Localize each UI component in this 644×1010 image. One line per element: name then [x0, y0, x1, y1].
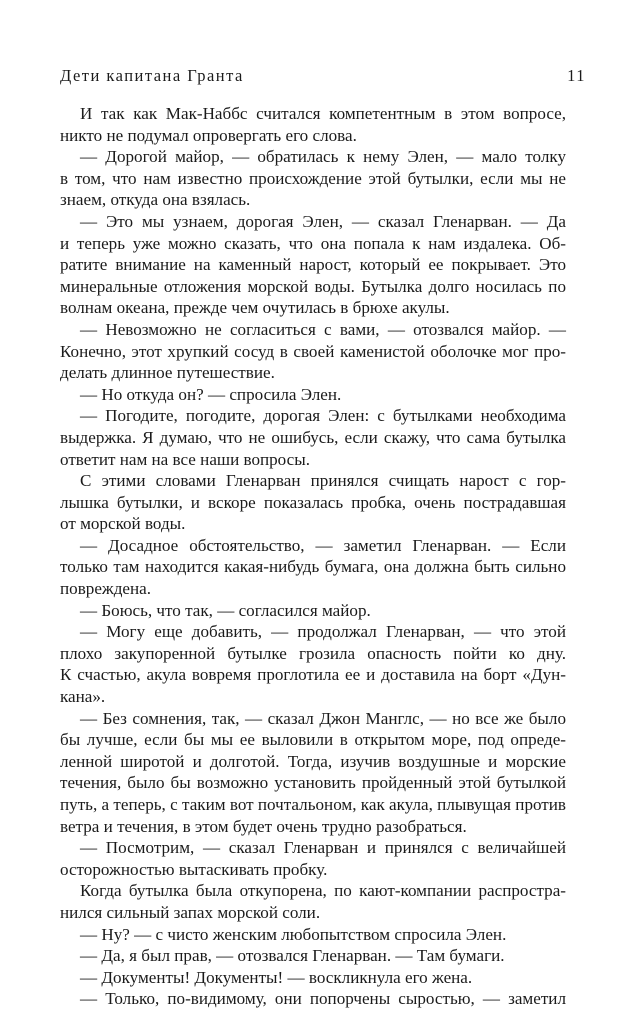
- text-line: лышка бутылки, и вскоре показалась пробка, очень пострадавшая: [60, 492, 566, 512]
- text-line: знаем, откуда она взялась.: [60, 190, 251, 210]
- text-line: — Досадное обстоятельство, — заметил Гленарван. — Если: [80, 535, 566, 555]
- text-line: бы лучше, если бы мы ее выловили в открытом море, под опреде-: [60, 730, 566, 750]
- text-line: — Только, по-видимому, они попорчены сыростью, — заметил: [80, 989, 566, 1009]
- text-line: волнам океана, прежде чем очутилась в брюхе акулы.: [60, 298, 450, 318]
- text-line: ленной широтой и долготой. Тогда, изучив воздушные и морские: [60, 751, 566, 771]
- text-line: — Посмотрим, — сказал Гленарван и принялся с величайшей: [80, 838, 566, 858]
- text-line: кана».: [60, 687, 106, 707]
- text-line: — Дорогой майор, — обратилась к нему Элен, — мало толку: [80, 147, 566, 167]
- text-line: нился сильный запах морской соли.: [60, 902, 321, 922]
- text-line: никто не подумал опровергать его слова.: [60, 125, 357, 145]
- text-line: И так как Мак-Наббс считался компетентным в этом вопросе,: [80, 104, 566, 123]
- text-line: — Могу еще добавить, — продолжал Гленарван, — что этой: [80, 622, 566, 642]
- text-line: плохо закупоренной бутылке грозила опасность пойти ко дну.: [60, 643, 566, 663]
- text-line: — Без сомнения, так, — сказал Джон Манглс, — но все же было: [80, 708, 566, 728]
- text-line: — Невозможно не согласиться с вами, — отозвался майор. —: [80, 319, 566, 339]
- text-line: — Это мы узнаем, дорогая Элен, — сказал Гленарван. — Да: [80, 211, 566, 231]
- text-line: Конечно, этот хрупкий сосуд в своей каменистой оболочке мог про-: [60, 341, 566, 361]
- text-line: — Погодите, погодите, дорогая Элен: с бутылками необходима: [80, 406, 566, 426]
- text-line: только там находится какая-нибудь бумага, она должна быть сильно: [60, 557, 566, 577]
- text-line: делать длинное путешествие.: [60, 363, 275, 383]
- text-line: минеральные отложения морской воды. Бутылка долго носилась по: [60, 276, 566, 296]
- page-number: 11: [567, 66, 586, 85]
- text-line: Когда бутылка была откупорена, по кают-компании распростра-: [80, 881, 566, 901]
- text-line: — Да, я был прав, — отозвался Гленарван. — Там бумаги.: [80, 946, 505, 966]
- text-line: — Боюсь, что так, — согласился майор.: [80, 600, 371, 620]
- text-line: осторожностью вытаскивать пробку.: [60, 859, 328, 879]
- text-line: — Ну? — с чисто женским любопытством спросила Элен.: [80, 924, 507, 944]
- text-line: в том, что нам известно происхождение этой бутылки, если мы не: [60, 168, 566, 188]
- text-line: течения, было бы возможно установить пройденный этой бутылкой: [60, 773, 566, 793]
- text-line: повреждена.: [60, 579, 152, 599]
- text-line: — Документы! Документы! — воскликнула его жена.: [80, 967, 473, 987]
- text-line: ветра и течения, в этом будет очень трудно разобраться.: [60, 816, 467, 836]
- running-head: [60, 66, 586, 88]
- text-line: С этими словами Гленарван принялся счищать нарост с гор-: [80, 471, 566, 491]
- body-text: [60, 103, 566, 1010]
- text-line: от морской воды.: [60, 514, 186, 534]
- text-line: ратите внимание на каменный нарост, который ее покрывает. Это: [60, 255, 566, 275]
- text-line: выдержка. Я думаю, что не ошибусь, если скажу, что сама бутылка: [60, 427, 566, 447]
- text-line: и теперь уже можно сказать, что она попала к нам издалека. Об-: [60, 233, 566, 253]
- text-line: путь, а теперь, с таким вот почтальоном, как акула, плывущая против: [60, 795, 566, 814]
- running-title: Дети капитана Гранта: [60, 66, 244, 85]
- text-line: К счастью, акула вовремя проглотила ее и доставила на борт «Дун-: [60, 665, 566, 685]
- text-line: — Но откуда он? — спросила Элен.: [80, 384, 342, 404]
- text-line: ответит нам на все наши вопросы.: [60, 449, 311, 469]
